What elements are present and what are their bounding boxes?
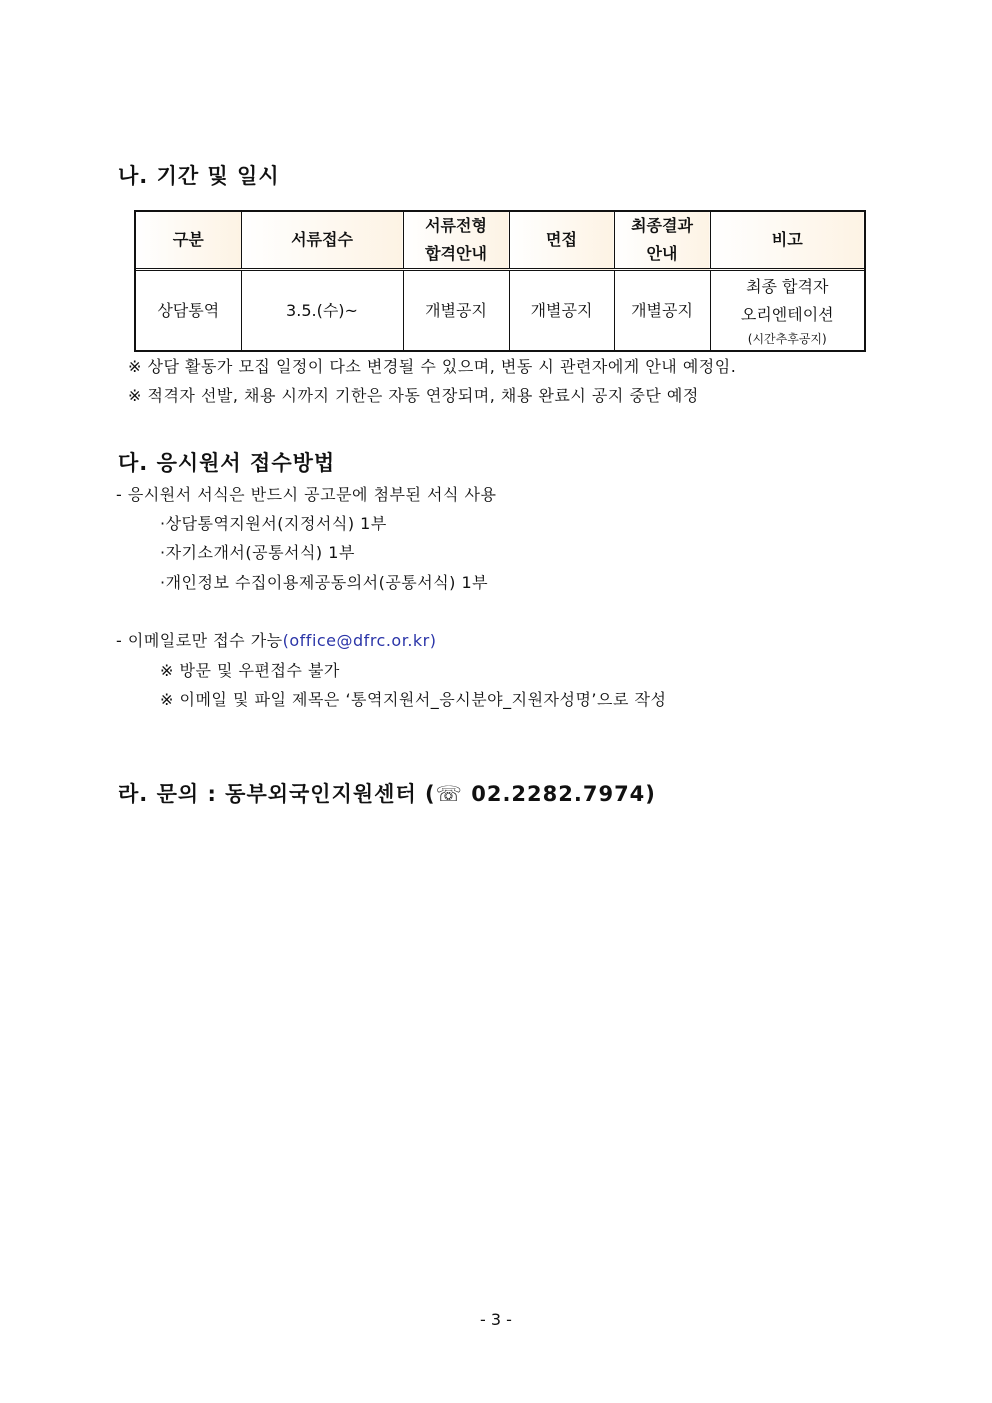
header-screening-notice: 서류전형 합격안내 [403,212,509,270]
cell-interview: 개별공지 [509,270,614,352]
cell-application: 3.5.(수)~ [241,270,403,352]
email-instruction-text: - 이메일로만 접수 가능 [116,631,283,650]
header-category: 구분 [136,212,241,270]
header-application: 서류접수 [241,212,403,270]
schedule-table [134,210,866,352]
section-heading-contact: 라. 문의 : 동부외국인지원센터 (☏ 02.2282.7974) [118,782,656,806]
schedule-note-2: ※ 적격자 선발, 채용 시까지 기한은 자동 연장되며, 채용 완료시 공지 중단 예정 [128,386,699,405]
remark-line-3: (시간추후공지) [747,332,827,346]
email-link[interactable]: (office@dfrc.or.kr) [282,631,437,650]
cell-category: 상담통역 [136,270,241,352]
header-final-result: 최종결과 안내 [614,212,710,270]
document-item: ·자기소개서(공통서식) 1부 [160,543,355,562]
header-interview: 면접 [509,212,614,270]
section-heading-schedule: 나. 기간 및 일시 [118,164,280,188]
email-note: ※ 방문 및 우편접수 불가 [160,661,340,680]
schedule-note-1: ※ 상담 활동가 모집 일정이 다소 변경될 수 있으며, 변동 시 관련자에게 안내 예정임. [128,357,737,376]
table-header-row [136,212,864,270]
cell-final-result: 개별공지 [614,270,710,352]
header-remark: 비고 [710,212,864,270]
page-number: - 3 - [480,1310,512,1329]
email-note: ※ 이메일 및 파일 제목은 ‘통역지원서_응시분야_지원자성명’으로 작성 [160,690,667,709]
cell-screening-notice: 개별공지 [403,270,509,352]
remark-line-1: 최종 합격자 [746,277,829,296]
application-intro: - 응시원서 서식은 반드시 공고문에 첨부된 서식 사용 [116,485,497,504]
remark-line-2: 오리엔테이션 [740,305,834,324]
document-item: ·상담통역지원서(지정서식) 1부 [160,514,387,533]
email-instruction [116,628,437,651]
document-item: ·개인정보 수집이용제공동의서(공통서식) 1부 [160,573,489,592]
cell-remark [710,270,864,352]
section-heading-application: 다. 응시원서 접수방법 [118,451,336,475]
table-row [136,270,864,352]
